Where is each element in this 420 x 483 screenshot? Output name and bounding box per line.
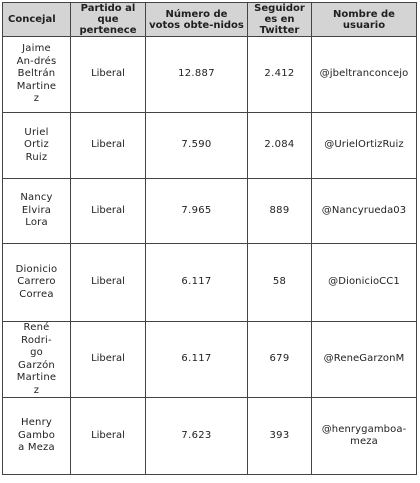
table-row: [3, 244, 417, 322]
header-row: [3, 3, 417, 37]
cell-votos: 6.117: [146, 244, 248, 322]
cell-seguidores: 2.412: [248, 37, 312, 113]
cell-seguidores: 889: [248, 179, 312, 244]
cell-concejal: René Rodri-go Garzón Martinez: [3, 322, 71, 398]
cell-votos: 6.117: [146, 322, 248, 398]
councilors-table: [2, 2, 417, 475]
cell-seguidores: 393: [248, 398, 312, 475]
cell-partido: Liberal: [71, 179, 146, 244]
cell-concejal: Nancy Elvira Lora: [3, 179, 71, 244]
cell-concejal: Jaime An-drés Beltrán Martinez: [3, 37, 71, 113]
cell-votos: 12.887: [146, 37, 248, 113]
cell-usuario: @DionicioCC1: [312, 244, 417, 322]
cell-partido: Liberal: [71, 244, 146, 322]
cell-votos: 7.965: [146, 179, 248, 244]
cell-votos: 7.590: [146, 113, 248, 179]
header-partido: Partido al que pertenece: [71, 3, 146, 37]
table-row: [3, 398, 417, 475]
cell-seguidores: 2.084: [248, 113, 312, 179]
header-votos: Número de votos obte-nidos: [146, 3, 248, 37]
header-seguidores: Seguidores en Twitter: [248, 3, 312, 37]
table-row: [3, 37, 417, 113]
cell-usuario: @henrygamboa-meza: [312, 398, 417, 475]
cell-partido: Liberal: [71, 37, 146, 113]
cell-concejal: Uriel Ortiz Ruiz: [3, 113, 71, 179]
cell-seguidores: 679: [248, 322, 312, 398]
cell-votos: 7.623: [146, 398, 248, 475]
cell-seguidores: 58: [248, 244, 312, 322]
header-usuario: Nombre de usuario: [312, 3, 417, 37]
cell-usuario: @Nancyrueda03: [312, 179, 417, 244]
header-concejal: Concejal: [3, 3, 71, 37]
cell-partido: Liberal: [71, 398, 146, 475]
cell-concejal: Henry Gamboa Meza: [3, 398, 71, 475]
table-row: [3, 322, 417, 398]
cell-usuario: @ReneGarzonM: [312, 322, 417, 398]
table-row: [3, 113, 417, 179]
cell-usuario: @UrielOrtizRuiz: [312, 113, 417, 179]
cell-partido: Liberal: [71, 113, 146, 179]
cell-usuario: @jbeltranconcejo: [312, 37, 417, 113]
cell-partido: Liberal: [71, 322, 146, 398]
table-row: [3, 179, 417, 244]
cell-concejal: Dionicio Carrero Correa: [3, 244, 71, 322]
